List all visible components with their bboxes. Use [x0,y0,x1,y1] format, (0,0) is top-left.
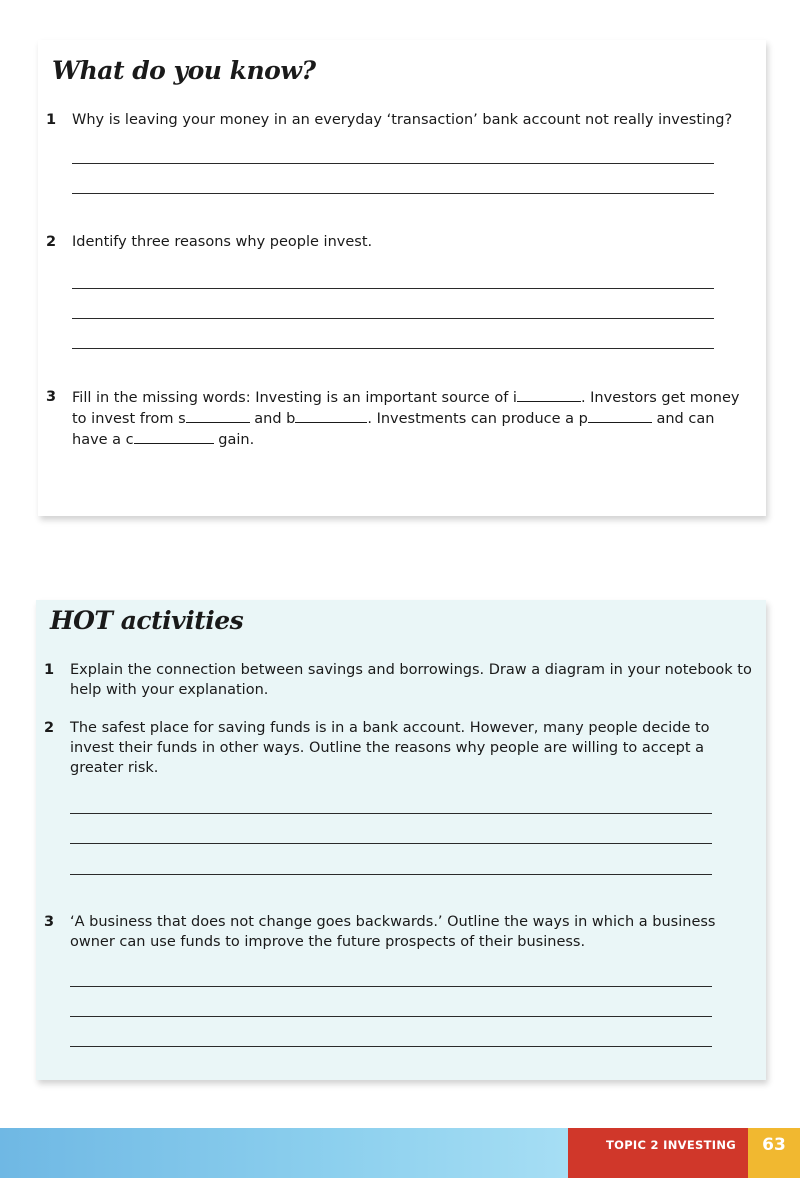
fill-in-segment: . Investments can produce a p [367,411,588,427]
question-1 [44,660,752,700]
question-number: 3 [46,389,57,405]
fill-in-segment: Fill in the missing words: Investing is an important source of i [72,390,517,406]
fill-in-text [72,387,752,450]
fill-in-blank[interactable] [134,429,214,444]
footer-topic-label: TOPIC 2 INVESTING [568,1128,748,1178]
footer-band [0,1128,568,1178]
answer-line[interactable] [72,318,714,319]
question-number: 1 [44,662,55,678]
hot-activities-panel [36,600,766,1080]
fill-in-segment: and b [249,411,296,427]
fill-in-blank[interactable] [517,387,581,402]
question-3 [46,387,752,450]
fill-in-blank[interactable] [295,408,367,423]
answer-line[interactable] [72,348,714,349]
answer-line[interactable] [70,874,712,875]
question-number: 3 [44,914,55,930]
question-2 [44,718,752,778]
question-text: Identify three reasons why people invest. [72,234,373,250]
question-3 [44,912,752,952]
answer-line[interactable] [70,843,712,844]
question-number: 2 [46,234,57,250]
answer-line[interactable] [70,1046,712,1047]
answer-line[interactable] [72,288,714,289]
fill-in-segment: . Investors get money to invest from s [72,390,740,427]
question-text: The safest place for saving funds is in a bank account. However, many people decide to invest their funds in other ways. Outline the reasons why people are willing to accept a greater risk. [70,720,710,776]
fill-in-blank[interactable] [588,408,652,423]
fill-in-segment: gain. [213,432,255,448]
question-1 [46,110,752,130]
answer-line[interactable] [72,193,714,194]
answer-line[interactable] [70,1016,712,1017]
question-text: Why is leaving your money in an everyday ‘transaction’ bank account not really investing? [72,112,733,128]
question-text: ‘A business that does not change goes backwards.’ Outline the ways in which a business owner can use funds to improve the future prospects of their business. [70,914,716,950]
question-2 [46,232,752,252]
answer-line[interactable] [70,813,712,814]
question-number: 2 [44,720,55,736]
question-number: 1 [46,112,57,128]
fill-in-blank[interactable] [186,408,250,423]
fill-in-segment: and can have a c [72,411,715,448]
page-number: 63 [748,1128,800,1178]
what-do-you-know-panel [38,40,766,516]
answer-line[interactable] [72,163,714,164]
section-heading: HOT activities [50,606,244,635]
question-text: Explain the connection between savings and borrowings. Draw a diagram in your notebook to help with your explanation. [70,662,752,698]
answer-line[interactable] [70,986,712,987]
section-heading: What do you know? [52,56,316,85]
